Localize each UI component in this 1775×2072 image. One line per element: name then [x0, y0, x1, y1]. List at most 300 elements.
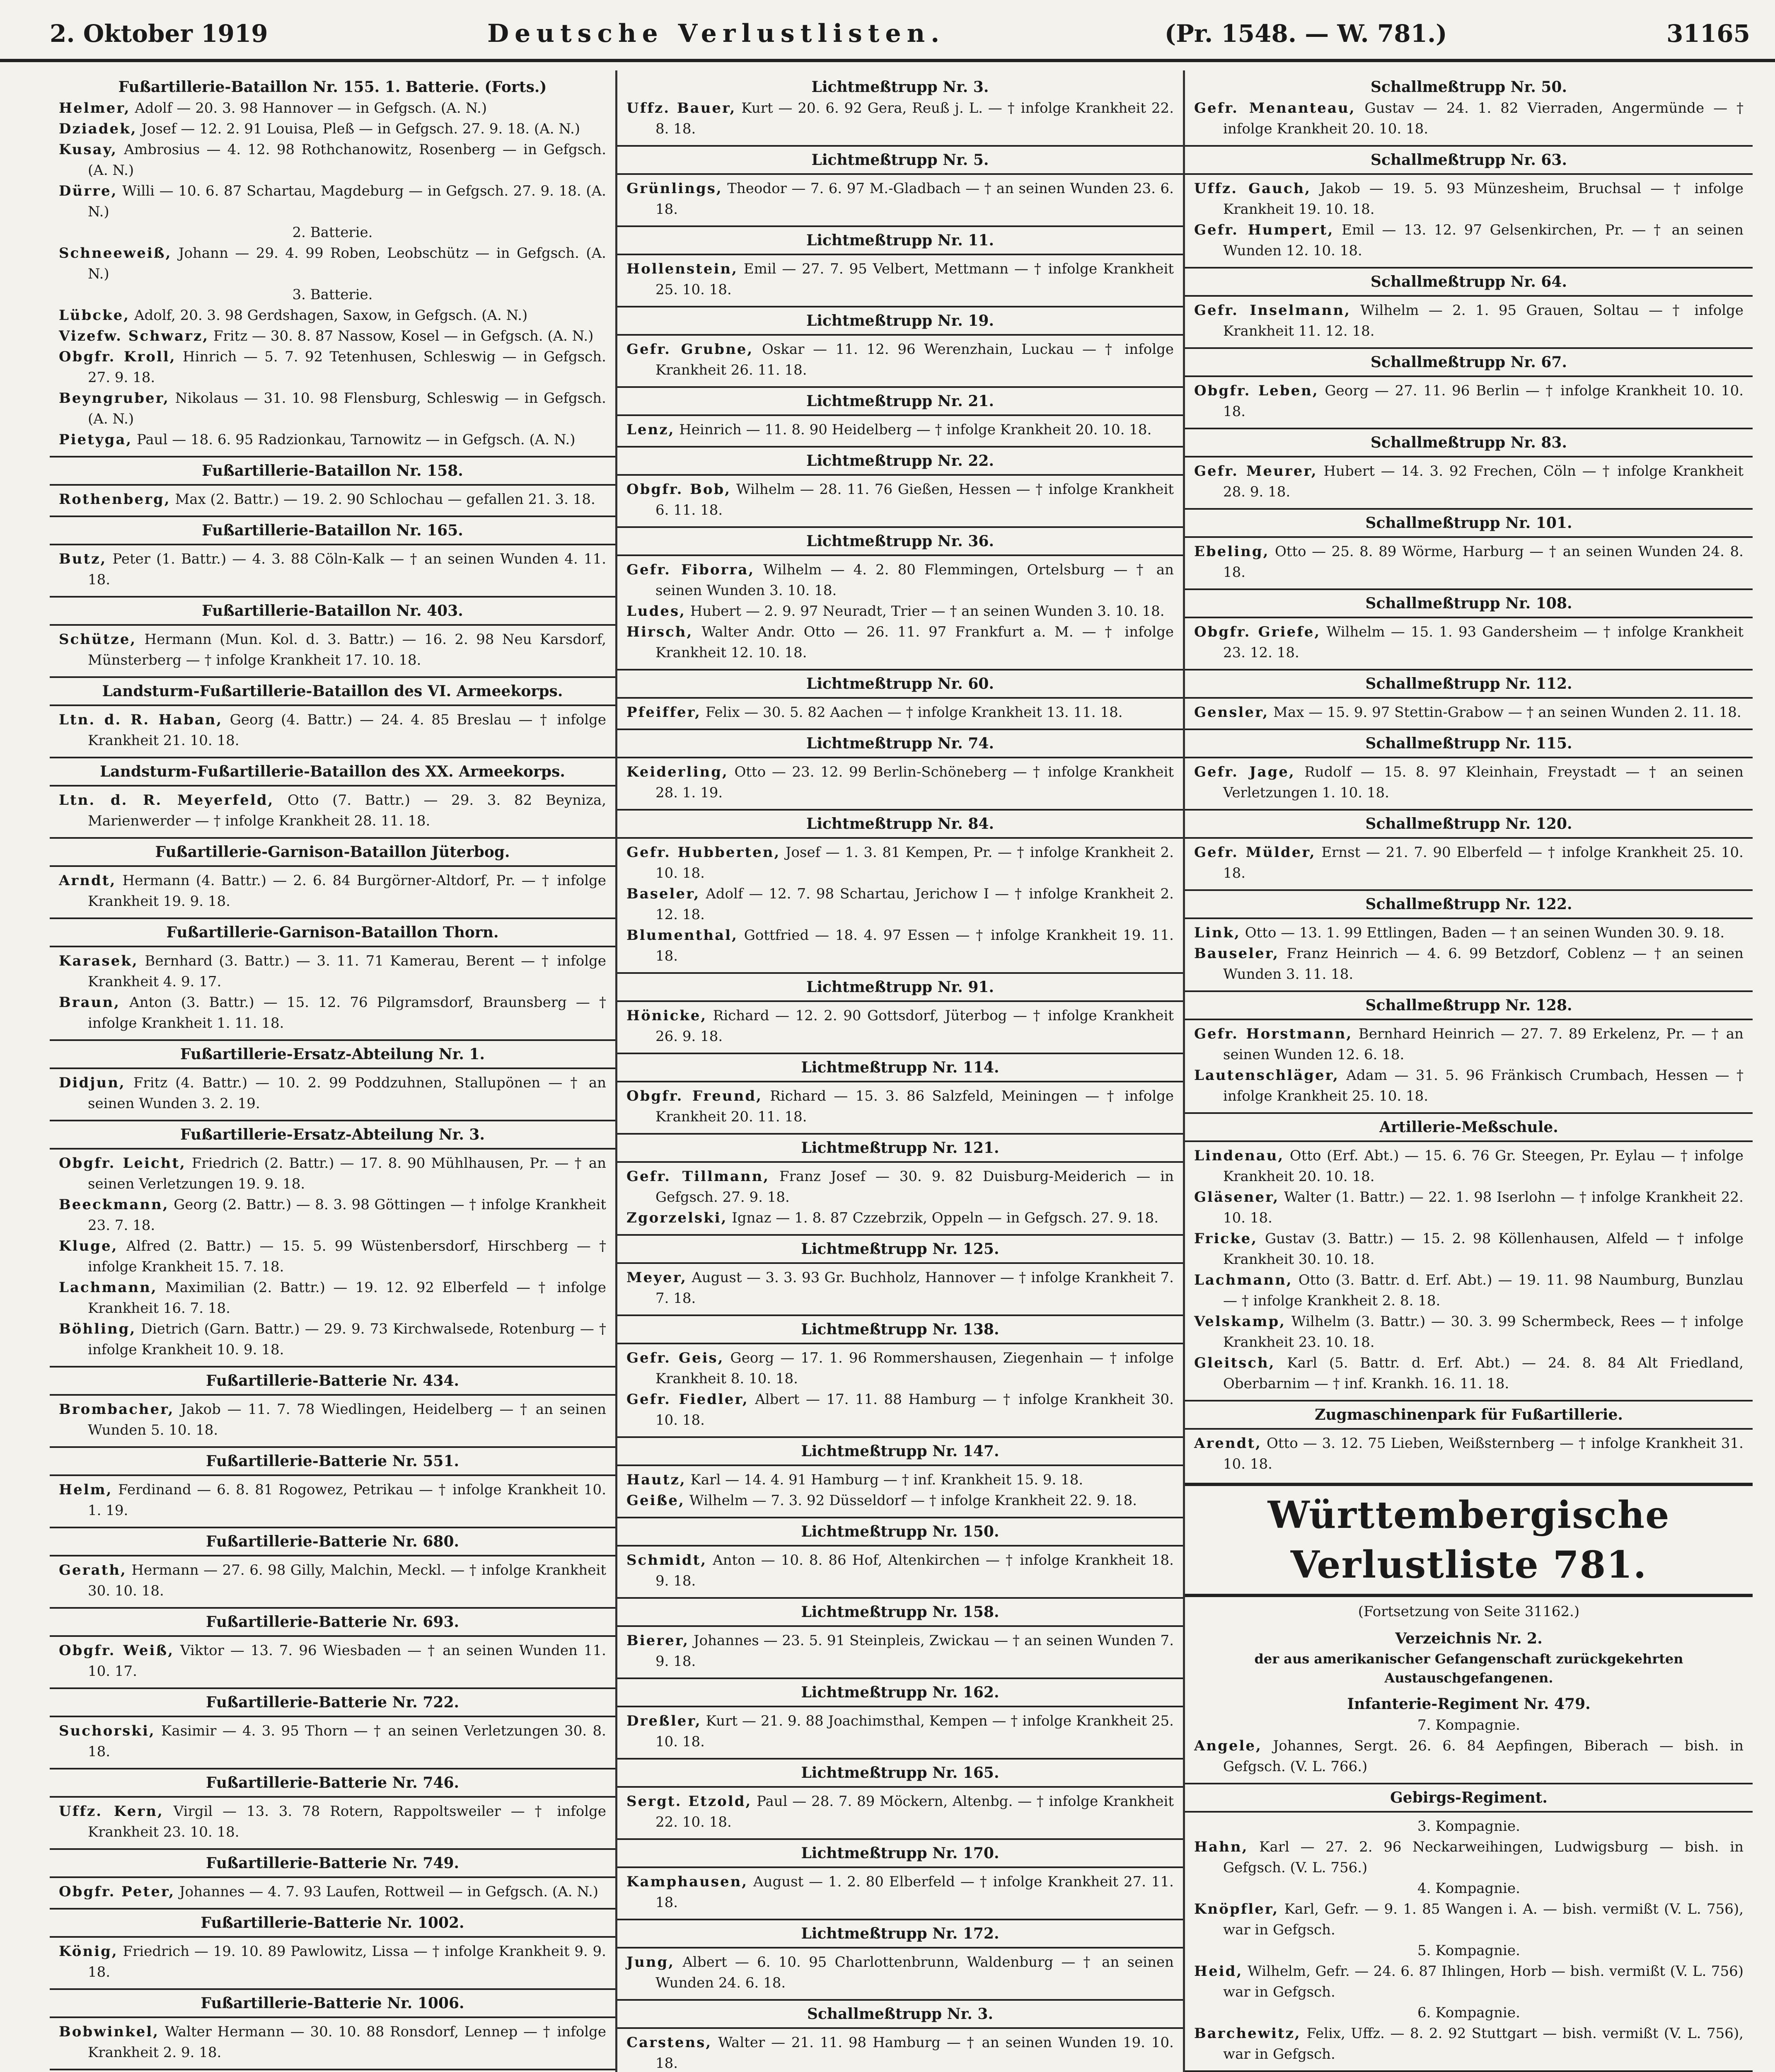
casualty-entry	[626, 702, 1174, 723]
casualty-entry	[626, 1490, 1174, 1511]
unit-heading: Fußartillerie-Bataillon Nr. 158.	[50, 456, 615, 486]
casualty-details: Karl (5. Battr. d. Erf. Abt.) — 24. 8. 84 Alt Friedland, Oberbarnim — † inf. Krankh. 16. 11. 18.	[1223, 1355, 1744, 1392]
casualty-name: Obgfr. Kroll,	[59, 349, 176, 365]
casualty-entry	[59, 346, 606, 388]
unit-heading: Lichtmeßtrupp Nr. 138.	[617, 1314, 1183, 1344]
casualty-entry	[626, 1871, 1174, 1913]
unit-heading: Fußartillerie-Batterie Nr. 749.	[50, 1848, 615, 1878]
casualty-details: Friedrich (2. Battr.) — 17. 8. 90 Mühlhausen, Pr. — † an seinen Verletzungen 19. 9. 18.	[88, 1155, 606, 1192]
casualty-entry	[59, 1072, 606, 1114]
casualty-entry	[1194, 380, 1744, 422]
casualty-name: Suchorski,	[59, 1723, 155, 1739]
casualty-name: Bauseler,	[1194, 945, 1279, 962]
unit-heading: Schallmeßtrupp Nr. 50.	[1370, 78, 1567, 96]
casualty-details: Wilhelm — 28. 11. 76 Gießen, Hessen — † infolge Krankheit 6. 11. 18.	[655, 481, 1174, 518]
unit-heading: Fußartillerie-Batterie Nr. 1002.	[50, 1908, 615, 1938]
casualty-name: Kamphausen,	[626, 1874, 748, 1890]
casualty-details: Otto — 13. 1. 99 Ettlingen, Baden — † an seinen Wunden 30. 9. 18.	[1240, 925, 1725, 941]
casualty-entry	[626, 1086, 1174, 1127]
unit-heading: Schallmeßtrupp Nr. 108.	[1185, 588, 1753, 618]
casualty-name: Uffz. Kern,	[59, 1803, 164, 1820]
unit-heading: Schallmeßtrupp Nr. 101.	[1185, 508, 1753, 538]
unit-heading: Fußartillerie-Ersatz-Abteilung Nr. 3.	[50, 1120, 615, 1150]
casualty-name: Dürre,	[59, 183, 118, 199]
columns	[50, 70, 1753, 2072]
casualty-entry	[1194, 1228, 1744, 1270]
casualty-name: Heid,	[1194, 1963, 1243, 1980]
unit-heading: Lichtmeßtrupp Nr. 74.	[617, 729, 1183, 758]
casualty-details: Wilhelm (3. Battr.) — 30. 3. 99 Schermbeck, Rees — † infolge Krankheit 23. 10. 18.	[1223, 1313, 1744, 1351]
casualty-details: Heinrich — 11. 8. 90 Heidelberg — † infolge Krankheit 20. 10. 18.	[675, 421, 1152, 438]
unit-heading: Lichtmeßtrupp Nr. 84.	[617, 809, 1183, 839]
unit-heading: Fußartillerie-Batterie Nr. 693.	[50, 1607, 615, 1637]
casualty-name: Dreßler,	[626, 1713, 701, 1729]
casualty-name: Gefr. Horstmann,	[1194, 1026, 1353, 1042]
casualty-details: Johannes — 23. 5. 91 Steinpleis, Zwickau — † an seinen Wunden 7. 9. 18.	[655, 1632, 1174, 1670]
casualty-name: Dziadek,	[59, 121, 137, 137]
casualty-details: Nikolaus — 31. 10. 98 Flensburg, Schleswig — in Gefgsch. (A. N.)	[88, 390, 606, 427]
casualty-details: Anton (3. Battr.) — 15. 12. 76 Pilgramsdorf, Braunsberg — † infolge Krankheit 1. 11. 18.	[88, 994, 606, 1031]
casualty-entry	[59, 951, 606, 992]
casualty-name: Obgfr. Leicht,	[59, 1155, 186, 1172]
subunit-heading: 4. Kompagnie.	[1417, 1880, 1520, 1897]
casualty-name: Böhling,	[59, 1321, 136, 1337]
casualty-name: Butz,	[59, 551, 107, 567]
casualty-entry	[59, 139, 606, 181]
casualty-details: Otto (7. Battr.) — 29. 3. 82 Beyniza, Marienwerder — † infolge Krankheit 28. 11. 18.	[88, 792, 607, 829]
unit-heading: Infanterie-Regiment Nr. 479.	[1347, 1695, 1591, 1713]
unit-heading: Landsturm-Fußartillerie-Bataillon des VI. Armeekorps.	[50, 676, 615, 706]
casualty-name: Beyngruber,	[59, 390, 169, 407]
unit-heading: Schallmeßtrupp Nr. 120.	[1185, 809, 1753, 839]
unit-heading	[50, 2069, 615, 2072]
unit-heading: Lichtmeßtrupp Nr. 162.	[617, 1677, 1183, 1707]
casualty-name: Fricke,	[1194, 1230, 1258, 1247]
casualty-entry	[59, 629, 606, 670]
unit-heading: Schallmeßtrupp Nr. 122.	[1185, 889, 1753, 919]
subunit-heading: 6. Kompagnie.	[1417, 2004, 1520, 2021]
casualty-entry	[59, 1881, 606, 1902]
unit-heading: Lichtmeßtrupp Nr. 121.	[617, 1133, 1183, 1163]
casualty-entry	[1194, 1024, 1744, 1065]
casualty-details: Albert — 17. 11. 88 Hamburg — † infolge Krankheit 30. 10. 18.	[655, 1391, 1174, 1428]
casualty-details: Walter — 21. 11. 98 Hamburg — † an seinen Wunden 19. 10. 18.	[655, 2034, 1174, 2072]
casualty-name: Arndt,	[59, 872, 116, 889]
casualty-name: Obgfr. Griefe,	[1194, 624, 1321, 640]
casualty-details: Georg — 27. 11. 96 Berlin — † infolge Krankheit 10. 10. 18.	[1223, 382, 1744, 420]
casualty-name: Gefr. Geis,	[626, 1350, 724, 1366]
casualty-details: Ernst — 21. 7. 90 Elberfeld — † infolge Krankheit 25. 10. 18.	[1223, 844, 1744, 881]
unit-heading: Lichtmeßtrupp Nr. 165.	[617, 1758, 1183, 1788]
unit-heading: Lichtmeßtrupp Nr. 170.	[617, 1838, 1183, 1868]
casualty-name: Didjun,	[59, 1075, 126, 1091]
casualty-name: König,	[59, 1943, 118, 1960]
unit-heading: Fußartillerie-Bataillon Nr. 165.	[50, 516, 615, 545]
casualty-name: Link,	[1194, 925, 1241, 941]
casualty-entry	[1194, 1065, 1744, 1106]
header-issue: (Pr. 1548. — W. 781.)	[1164, 19, 1447, 48]
casualty-entry	[626, 2032, 1174, 2072]
unit-heading: Fußartillerie-Garnison-Bataillon Thorn.	[50, 917, 615, 947]
casualty-name: Hollenstein,	[626, 261, 738, 277]
unit-heading: Lichtmeßtrupp Nr. 19.	[617, 306, 1183, 336]
casualty-name: Gefr. Fiborra,	[626, 562, 755, 578]
casualty-entry	[59, 489, 606, 510]
casualty-name: Gerath,	[59, 1562, 127, 1578]
casualty-details: Otto — 3. 12. 75 Lieben, Weißsternberg — † infolge Krankheit 31. 10. 18.	[1223, 1435, 1744, 1472]
casualty-name: Beeckmann,	[59, 1196, 169, 1213]
casualty-name: Jung,	[626, 1954, 675, 1970]
casualty-entry	[59, 1236, 606, 1277]
casualty-name: Schütze,	[59, 631, 137, 648]
unit-heading: Fußartillerie-Garnison-Bataillon Jüterbog.	[50, 837, 615, 867]
casualty-entry	[626, 178, 1174, 220]
casualty-details: Georg (4. Battr.) — 24. 4. 85 Breslau — † infolge Krankheit 21. 10. 18.	[88, 712, 606, 749]
casualty-name: Lachmann,	[59, 1279, 157, 1296]
casualty-details: Hermann (Mun. Kol. d. 3. Battr.) — 16. 2. 98 Neu Karsdorf, Münsterberg — † infolge Krankheit 17. 10. 18.	[88, 631, 606, 668]
casualty-name: Schneeweiß,	[59, 245, 172, 261]
casualty-name: Lenz,	[626, 421, 675, 438]
casualty-name: Obgfr. Peter,	[59, 1883, 175, 1900]
casualty-details: Hubert — 14. 3. 92 Frechen, Cöln — † infolge Krankheit 28. 9. 18.	[1223, 463, 1744, 500]
unit-heading: Fußartillerie-Batterie Nr. 551.	[50, 1446, 615, 1476]
casualty-entry	[1194, 1353, 1744, 1394]
casualty-entry	[1194, 1899, 1744, 1940]
casualty-entry	[1194, 1145, 1744, 1187]
unit-heading: Fußartillerie-Batterie Nr. 434.	[50, 1366, 615, 1396]
casualty-details: Wilhelm — 4. 2. 80 Flemmingen, Ortelsburg — † an seinen Wunden 3. 10. 18.	[655, 562, 1174, 599]
casualty-details: Johannes — 4. 7. 93 Laufen, Rottweil — in Gefgsch. (A. N.)	[175, 1883, 599, 1900]
casualty-details: Paul — 28. 7. 89 Möckern, Altenbg. — † infolge Krankheit 22. 10. 18.	[655, 1793, 1174, 1830]
casualty-name: Gefr. Fiedler,	[626, 1391, 749, 1408]
casualty-details: Adolf, 20. 3. 98 Gerdshagen, Saxow, in Gefgsch. (A. N.)	[130, 307, 528, 324]
unit-heading: Lichtmeßtrupp Nr. 22.	[617, 446, 1183, 476]
casualty-name: Knöpfler,	[1194, 1901, 1279, 1917]
casualty-entry	[59, 1399, 606, 1440]
casualty-details: Gustav (3. Battr.) — 15. 2. 98 Köllenhausen, Alfeld — † infolge Krankheit 30. 10. 18.	[1223, 1230, 1744, 1268]
continuation-note: (Fortsetzung von Seite 31162.)	[1358, 1603, 1580, 1620]
casualty-entry	[59, 243, 606, 284]
casualty-entry	[626, 884, 1174, 925]
casualty-name: Ltn. d. R. Meyerfeld,	[59, 792, 274, 808]
casualty-details: Kurt — 20. 6. 92 Gera, Reuß j. L. — † infolge Krankheit 22. 8. 18.	[655, 100, 1174, 137]
casualty-details: Walter Hermann — 30. 10. 88 Ronsdorf, Lennep — † infolge Krankheit 2. 9. 18.	[88, 2024, 606, 2061]
casualty-entry	[1194, 762, 1744, 803]
casualty-entry	[626, 1389, 1174, 1431]
casualty-name: Gefr. Jage,	[1194, 764, 1295, 780]
casualty-details: Ambrosius — 4. 12. 98 Rothchanowitz, Rosenberg — in Gefgsch. (A. N.)	[88, 141, 606, 179]
casualty-details: Josef — 12. 2. 91 Louisa, Pleß — in Gefgsch. 27. 9. 18. (A. N.)	[137, 121, 580, 137]
casualty-name: Pietyga,	[59, 431, 133, 448]
casualty-details: Fritz — 30. 8. 87 Nassow, Kosel — in Gefgsch. (A. N.)	[209, 328, 594, 344]
casualty-entry	[626, 1166, 1174, 1208]
casualty-details: Walter Andr. Otto — 26. 11. 97 Frankfurt a. M. — † infolge Krankheit 12. 10. 18.	[655, 624, 1174, 661]
casualty-entry	[1194, 2023, 1744, 2065]
casualty-details: Gottfried — 18. 4. 97 Essen — † infolge Krankheit 19. 11. 18.	[655, 927, 1174, 964]
unit-heading: Schallmeßtrupp Nr. 64.	[1185, 267, 1753, 297]
casualty-details: Felix, Uffz. — 8. 2. 92 Stuttgart — bish. vermißt (V. L. 756), war in Gefgsch.	[1223, 2025, 1744, 2062]
casualty-details: Kurt — 21. 9. 88 Joachimsthal, Kempen — † infolge Krankheit 25. 10. 18.	[655, 1713, 1174, 1750]
casualty-entry	[626, 419, 1174, 440]
casualty-entry	[59, 1721, 606, 1762]
casualty-details: Anton — 10. 8. 86 Hof, Altenkirchen — † infolge Krankheit 18. 9. 18.	[655, 1552, 1174, 1589]
subunit-heading: 5. Kompagnie.	[1417, 1942, 1520, 1959]
casualty-name: Hahn,	[1194, 1839, 1248, 1855]
casualty-entry	[59, 429, 606, 450]
casualty-entry	[1194, 1433, 1744, 1474]
casualty-details: Wilhelm — 7. 3. 92 Düsseldorf — † infolge Krankheit 22. 9. 18.	[684, 1492, 1137, 1509]
casualty-entry	[626, 601, 1174, 622]
casualty-details: Fritz (4. Battr.) — 10. 2. 99 Poddzuhnen, Stallupönen — † an seinen Wunden 3. 2. 19.	[88, 1075, 606, 1112]
casualty-entry	[626, 98, 1174, 139]
subunit-heading: 7. Kompagnie.	[1417, 1717, 1520, 1733]
casualty-entry	[59, 1194, 606, 1236]
casualty-details: Georg — 17. 1. 96 Rommershausen, Ziegenhain — † infolge Krankheit 8. 10. 18.	[655, 1350, 1174, 1387]
casualty-entry	[626, 762, 1174, 803]
unit-heading: Lichtmeßtrupp Nr. 21.	[617, 386, 1183, 416]
casualty-name: Lindenau,	[1194, 1147, 1284, 1164]
casualty-name: Gefr. Grubne,	[626, 341, 754, 358]
unit-heading: Schallmeßtrupp Nr. 63.	[1185, 145, 1753, 175]
casualty-name: Uffz. Bauer,	[626, 100, 736, 116]
casualty-name: Obgfr. Weiß,	[59, 1642, 174, 1659]
casualty-entry	[59, 1801, 606, 1842]
unit-heading: Lichtmeßtrupp Nr. 150.	[617, 1517, 1183, 1547]
casualty-details: Maximilian (2. Battr.) — 19. 12. 92 Elberfeld — † infolge Krankheit 16. 7. 18.	[88, 1279, 606, 1317]
casualty-entry	[59, 1560, 606, 1601]
casualty-entry	[59, 119, 606, 139]
casualty-entry	[59, 1153, 606, 1194]
casualty-details: Karl — 27. 2. 96 Neckarweihingen, Ludwigsburg — bish. in Gefgsch. (V. L. 756.)	[1223, 1839, 1744, 1876]
unit-heading: Lichtmeßtrupp Nr. 91.	[617, 972, 1183, 1002]
casualty-name: Gefr. Menanteau,	[1194, 100, 1356, 116]
unit-heading: Lichtmeßtrupp Nr. 114.	[617, 1053, 1183, 1082]
casualty-details: Wilhelm — 2. 1. 95 Grauen, Soltau — † infolge Krankheit 11. 12. 18.	[1223, 302, 1744, 339]
casualty-details: Richard — 12. 2. 90 Gottsdorf, Jüterbog — † infolge Krankheit 26. 9. 18.	[655, 1007, 1174, 1045]
unit-heading: Schallmeßtrupp Nr. 115.	[1185, 729, 1753, 758]
casualty-name: Hönicke,	[626, 1007, 707, 1024]
casualty-entry	[1194, 1837, 1744, 1878]
subunit-heading: 3. Batterie.	[292, 286, 373, 303]
casualty-details: Johannes, Sergt. 26. 6. 84 Aepfingen, Biberach — bish. in Gefgsch. (V. L. 766.)	[1223, 1738, 1744, 1775]
casualty-entry	[626, 1791, 1174, 1832]
casualty-name: Kusay,	[59, 141, 118, 158]
casualty-details: Max (2. Battr.) — 19. 2. 90 Schlochau — gefallen 21. 3. 18.	[170, 491, 595, 508]
casualty-entry	[1194, 1311, 1744, 1353]
casualty-name: Schmidt,	[626, 1552, 707, 1569]
casualty-entry	[626, 1208, 1174, 1228]
casualty-details: Viktor — 13. 7. 96 Wiesbaden — † an seinen Wunden 11. 10. 17.	[88, 1642, 606, 1680]
casualty-entry	[59, 326, 606, 346]
unit-heading: Schallmeßtrupp Nr. 83.	[1185, 428, 1753, 457]
casualty-entry	[59, 790, 606, 831]
casualty-entry	[626, 1630, 1174, 1672]
casualty-details: Adolf — 12. 7. 98 Schartau, Jerichow I — † infolge Krankheit 2. 12. 18.	[655, 886, 1174, 923]
casualty-entry	[1194, 922, 1744, 943]
list-description: der aus amerikanischer Gefangenschaft zurückgekehrten Austauschgefangenen.	[1254, 1651, 1683, 1686]
casualty-details: Paul — 18. 6. 95 Radzionkau, Tarnowitz — in Gefgsch. (A. N.)	[132, 431, 576, 448]
casualty-details: Walter (1. Battr.) — 22. 1. 98 Iserlohn — † infolge Krankheit 22. 10. 18.	[1223, 1189, 1744, 1226]
column-2	[617, 70, 1185, 2072]
unit-heading	[1185, 2070, 1753, 2072]
page-header	[0, 0, 1775, 62]
casualty-entry	[1194, 541, 1744, 583]
casualty-entry	[59, 709, 606, 751]
casualty-entry	[1194, 300, 1744, 341]
casualty-name: Meyer,	[626, 1269, 687, 1286]
casualty-details: Hinrich — 5. 7. 92 Tetenhusen, Schleswig — in Gefgsch. 27. 9. 18.	[88, 349, 606, 386]
casualty-name: Keiderling,	[626, 764, 728, 780]
casualty-entry	[1194, 220, 1744, 261]
casualty-entry	[626, 1005, 1174, 1047]
header-page-number: 31165	[1666, 19, 1750, 48]
casualty-name: Gleitsch,	[1194, 1355, 1275, 1371]
casualty-entry	[626, 842, 1174, 884]
casualty-name: Barchewitz,	[1194, 2025, 1301, 2042]
casualty-details: Albert — 6. 10. 95 Charlottenbrunn, Waldenburg — † an seinen Wunden 24. 6. 18.	[655, 1954, 1174, 1991]
casualty-name: Gefr. Meurer,	[1194, 463, 1318, 479]
unit-heading: Lichtmeßtrupp Nr. 172.	[617, 1919, 1183, 1949]
casualty-entry	[1194, 98, 1744, 139]
header-title: Deutsche Verlustlisten.	[487, 19, 946, 48]
unit-heading: Gebirgs-Regiment.	[1185, 1783, 1753, 1813]
casualty-name: Rothenberg,	[59, 491, 171, 508]
casualty-entry	[59, 388, 606, 429]
unit-heading: Zugmaschinenpark für Fußartillerie.	[1185, 1400, 1753, 1430]
casualty-name: Bobwinkel,	[59, 2024, 160, 2040]
casualty-name: Gefr. Hubberten,	[626, 844, 781, 861]
unit-heading: Artillerie-Meßschule.	[1185, 1112, 1753, 1142]
casualty-details: Franz Josef — 30. 9. 82 Duisburg-Meiderich — in Gefgsch. 27. 9. 18.	[655, 1168, 1174, 1205]
casualty-name: Bierer,	[626, 1632, 689, 1649]
casualty-details: Karl, Gefr. — 9. 1. 85 Wangen i. A. — bish. vermißt (V. L. 756), war in Gefgsch.	[1223, 1901, 1744, 1938]
header-date: 2. Oktober 1919	[50, 19, 268, 48]
unit-heading: Fußartillerie-Batterie Nr. 1006.	[50, 1988, 615, 2018]
casualty-name: Gläsener,	[1194, 1189, 1279, 1205]
casualty-details: Johann — 29. 4. 99 Roben, Leobschütz — in Gefgsch. (A. N.)	[88, 245, 606, 282]
unit-heading: Lichtmeßtrupp Nr. 125.	[617, 1234, 1183, 1264]
casualty-details: Rudolf — 15. 8. 97 Kleinhain, Freystadt — † an seinen Verletzungen 1. 10. 18.	[1223, 764, 1744, 801]
casualty-entry	[626, 259, 1174, 300]
casualty-entry	[626, 1952, 1174, 1993]
casualty-details: Bernhard Heinrich — 27. 7. 89 Erkelenz, Pr. — † an seinen Wunden 12. 6. 18.	[1223, 1026, 1744, 1063]
casualty-name: Grünlings,	[626, 180, 723, 197]
unit-heading: Lichtmeßtrupp Nr. 5.	[617, 145, 1183, 175]
unit-heading: Fußartillerie-Batterie Nr. 680.	[50, 1527, 615, 1556]
casualty-name: Zgorzelski,	[626, 1210, 728, 1226]
unit-heading: Fußartillerie-Bataillon Nr. 155. 1. Batterie. (Forts.)	[118, 78, 547, 96]
casualty-details: Willi — 10. 6. 87 Schartau, Magdeburg — in Gefgsch. 27. 9. 18. (A. N.)	[88, 183, 606, 220]
unit-heading: Lichtmeßtrupp Nr. 36.	[617, 526, 1183, 556]
unit-heading: Verzeichnis Nr. 2.	[1395, 1630, 1543, 1647]
casualty-entry	[626, 1348, 1174, 1389]
casualty-name: Velskamp,	[1194, 1313, 1286, 1330]
casualty-details: Otto (3. Battr. d. Erf. Abt.) — 19. 11. 98 Naumburg, Bunzlau — † infolge Krankheit 2. 8. 18.	[1223, 1272, 1744, 1309]
casualty-entry	[1194, 461, 1744, 502]
unit-heading: Lichtmeßtrupp Nr. 147.	[617, 1436, 1183, 1466]
casualty-entry	[626, 925, 1174, 966]
casualty-details: August — 1. 2. 80 Elberfeld — † infolge Krankheit 27. 11. 18.	[655, 1874, 1174, 1911]
unit-heading: Schallmeßtrupp Nr. 128.	[1185, 990, 1753, 1020]
casualty-entry	[1194, 622, 1744, 663]
casualty-entry	[59, 1277, 606, 1319]
casualty-details: Gustav — 24. 1. 82 Vierraden, Angermünde — † infolge Krankheit 20. 10. 18.	[1223, 100, 1744, 137]
casualty-details: Georg (2. Battr.) — 8. 3. 98 Göttingen — † infolge Krankheit 23. 7. 18.	[88, 1196, 606, 1234]
casualty-name: Carstens,	[626, 2034, 712, 2051]
casualty-entry	[59, 1319, 606, 1360]
casualty-details: Otto (Erf. Abt.) — 15. 6. 76 Gr. Steegen, Pr. Eylau — † infolge Krankheit 20. 10. 18.	[1223, 1147, 1744, 1185]
casualty-entry	[1194, 1270, 1744, 1311]
casualty-details: Wilhelm — 15. 1. 93 Gandersheim — † infolge Krankheit 23. 12. 18.	[1223, 624, 1744, 661]
column-3	[1185, 70, 1753, 2072]
casualty-name: Obgfr. Bob,	[626, 481, 731, 498]
casualty-entry	[1194, 943, 1744, 985]
casualty-details: Hermann — 27. 6. 98 Gilly, Malchin, Meckl. — † infolge Krankheit 30. 10. 18.	[88, 1562, 606, 1599]
subunit-heading: 2. Batterie.	[292, 224, 373, 241]
casualty-details: Virgil — 13. 3. 78 Rotern, Rappoltsweiler — † infolge Krankheit 23. 10. 18.	[88, 1803, 606, 1840]
casualty-name: Geiße,	[626, 1492, 685, 1509]
casualty-entry	[626, 1267, 1174, 1309]
unit-heading: Lichtmeßtrupp Nr. 158.	[617, 1597, 1183, 1627]
casualty-details: Adam — 31. 5. 96 Fränkisch Crumbach, Hessen — † infolge Krankheit 25. 10. 18.	[1223, 1067, 1744, 1104]
casualty-details: Friedrich — 19. 10. 89 Pawlowitz, Lissa — † infolge Krankheit 9. 9. 18.	[88, 1943, 606, 1980]
casualty-name: Baseler,	[626, 886, 700, 902]
casualty-details: Hermann (4. Battr.) — 2. 6. 84 Burgörner-Altdorf, Pr. — † infolge Krankheit 19. 9. 18.	[88, 872, 606, 910]
casualty-details: Max — 15. 9. 97 Stettin-Grabow — † an seinen Wunden 2. 11. 18.	[1269, 704, 1741, 721]
casualty-name: Angele,	[1194, 1738, 1262, 1754]
casualty-details: Jakob — 19. 5. 93 Münzesheim, Bruchsal — † infolge Krankheit 19. 10. 18.	[1223, 180, 1744, 218]
casualty-entry	[626, 339, 1174, 380]
casualty-name: Braun,	[59, 994, 120, 1011]
unit-heading: Schallmeßtrupp Nr. 67.	[1185, 347, 1753, 377]
casualty-details: Bernhard (3. Battr.) — 3. 11. 71 Kamerau, Berent — † infolge Krankheit 4. 9. 17.	[88, 953, 606, 990]
casualty-entry	[59, 181, 606, 222]
unit-heading: Lichtmeßtrupp Nr. 60.	[617, 669, 1183, 699]
casualty-entry	[59, 1941, 606, 1982]
casualty-details: Otto — 23. 12. 99 Berlin-Schöneberg — † infolge Krankheit 28. 1. 19.	[655, 764, 1174, 801]
casualty-entry	[626, 479, 1174, 520]
casualty-details: Peter (1. Battr.) — 4. 3. 88 Cöln-Kalk — † an seinen Wunden 4. 11. 18.	[88, 551, 606, 588]
casualty-details: Adolf — 20. 3. 98 Hannover — in Gefgsch. (A. N.)	[130, 100, 487, 116]
casualty-entry	[626, 1550, 1174, 1591]
unit-heading: Fußartillerie-Batterie Nr. 722.	[50, 1687, 615, 1717]
casualty-entry	[1194, 1736, 1744, 1777]
casualty-name: Lübcke,	[59, 307, 130, 324]
casualty-entry	[626, 622, 1174, 663]
casualty-name: Helm,	[59, 1481, 113, 1498]
casualty-entry	[59, 992, 606, 1034]
casualty-name: Helmer,	[59, 100, 131, 116]
casualty-name: Gefr. Mülder,	[1194, 844, 1316, 861]
casualty-details: Alfred (2. Battr.) — 15. 5. 99 Wüstenbersdorf, Hirschberg — † infolge Krankheit 15. 7. 18.	[88, 1238, 606, 1275]
casualty-details: Oskar — 11. 12. 96 Werenzhain, Luckau — † infolge Krankheit 26. 11. 18.	[655, 341, 1174, 378]
casualty-details: Franz Heinrich — 4. 6. 99 Betzdorf, Coblenz — † an seinen Wunden 3. 11. 18.	[1223, 945, 1744, 983]
casualty-name: Gefr. Tillmann,	[626, 1168, 770, 1185]
casualty-name: Sergt. Etzold,	[626, 1793, 752, 1810]
casualty-entry	[1194, 1961, 1744, 2002]
column-1	[50, 70, 617, 2072]
casualty-name: Gensler,	[1194, 704, 1269, 721]
casualty-name: Lautenschläger,	[1194, 1067, 1339, 1084]
casualty-details: Dietrich (Garn. Battr.) — 29. 9. 73 Kirchwalsede, Rotenburg — † infolge Krankheit 10. 9. 18.	[88, 1321, 606, 1358]
casualty-entry	[59, 2021, 606, 2063]
casualty-name: Ebeling,	[1194, 543, 1270, 560]
casualty-name: Uffz. Gauch,	[1194, 180, 1311, 197]
casualty-name: Pfeiffer,	[626, 704, 701, 721]
casualty-entry	[59, 870, 606, 912]
casualty-details: Wilhelm, Gefr. — 24. 6. 87 Ihlingen, Horb — bish. vermißt (V. L. 756) war in Gefgsch.	[1223, 1963, 1744, 2000]
casualty-details: August — 3. 3. 93 Gr. Buchholz, Hannover — † infolge Krankheit 7. 7. 18.	[655, 1269, 1174, 1307]
